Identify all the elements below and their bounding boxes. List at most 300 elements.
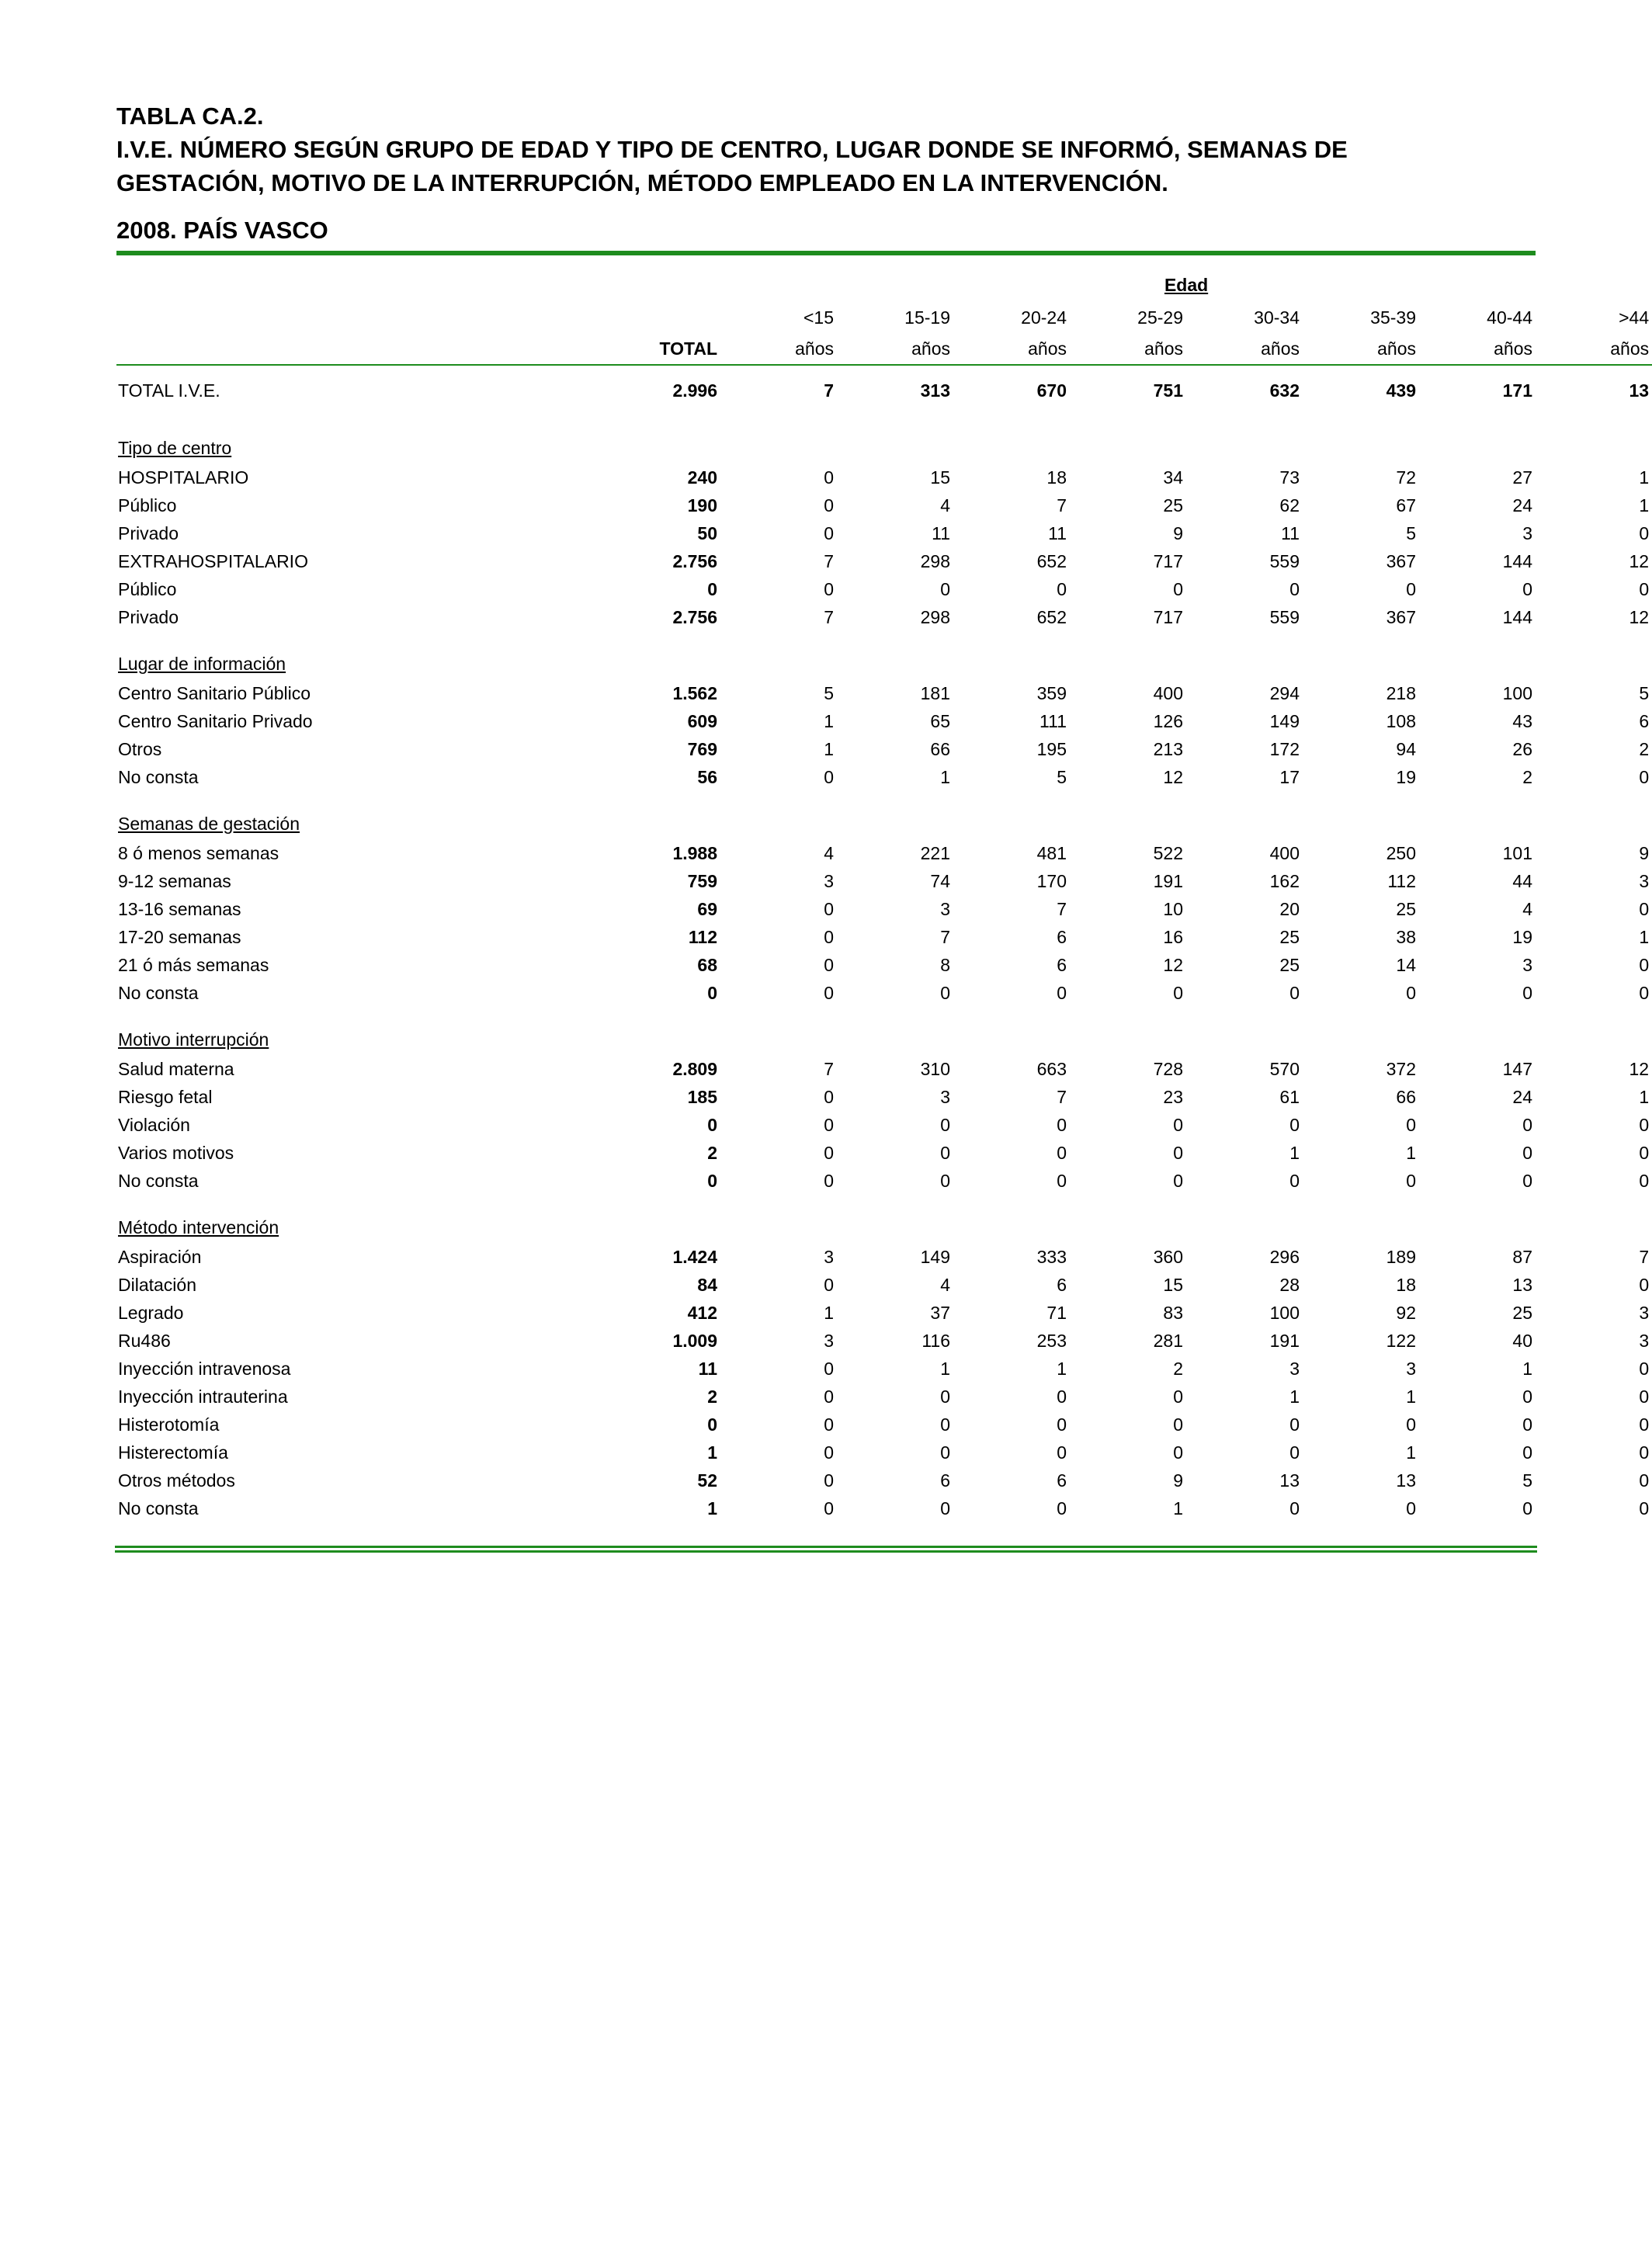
cell: 9: [1173, 1470, 1183, 1491]
cell: 0: [1406, 579, 1416, 599]
cell: 12: [1163, 767, 1183, 787]
cell: 25: [1279, 927, 1300, 947]
cell: 1: [1289, 1143, 1300, 1163]
cell: 0: [1639, 1387, 1650, 1407]
cell: 0: [1639, 1442, 1650, 1463]
cell: 116: [921, 1331, 950, 1351]
cell: 0: [1173, 983, 1183, 1003]
cell: 24: [1512, 1087, 1532, 1107]
cell: 7: [1057, 899, 1067, 919]
cell: 0: [1639, 1143, 1650, 1163]
age-range-header: <15: [803, 307, 834, 328]
cell: 0: [1406, 1171, 1416, 1191]
table-row: [116, 679, 1652, 707]
table-row: [116, 839, 1652, 867]
cell: 1: [824, 1303, 834, 1323]
cell: 144: [1502, 607, 1532, 627]
section-spacer: [116, 415, 1652, 432]
section-title: Motivo interrupción: [118, 1029, 269, 1050]
row-label: Privado: [118, 523, 179, 543]
cell: 250: [1386, 843, 1416, 863]
cell: 1: [824, 711, 834, 731]
cell: 1: [1406, 1387, 1416, 1407]
section-header-row: [116, 1212, 1652, 1243]
row-label: Otros: [118, 739, 162, 759]
cell: 195: [1036, 739, 1067, 759]
cell: 372: [1386, 1059, 1416, 1079]
cell: 66: [1396, 1087, 1416, 1107]
row-total: 68: [697, 955, 717, 975]
row-total: 2: [707, 1387, 717, 1407]
cell: 570: [1269, 1059, 1300, 1079]
cell: 0: [824, 467, 834, 488]
table-row: [116, 1299, 1652, 1327]
cell: 218: [1386, 683, 1416, 703]
row-total: 2: [707, 1143, 717, 1163]
row-total: 50: [697, 523, 717, 543]
row-label: Inyección intrauterina: [118, 1387, 288, 1407]
cell: 5: [824, 683, 834, 703]
cell: 3: [1522, 523, 1532, 543]
cell: 5: [1522, 1470, 1532, 1491]
row-total: 2.756: [672, 607, 717, 627]
cell: 12: [1163, 955, 1183, 975]
cell: 5: [1639, 683, 1650, 703]
cell: 298: [920, 551, 950, 571]
section-title: Lugar de información: [118, 654, 286, 674]
cell: 0: [1639, 1414, 1650, 1435]
cell: 0: [940, 1387, 950, 1407]
table-row: [116, 1055, 1652, 1083]
cell: 559: [1269, 607, 1300, 627]
row-label: Centro Sanitario Público: [118, 683, 311, 703]
section-header-row: [116, 648, 1652, 679]
cell: 112: [1387, 871, 1416, 891]
row-total: 84: [697, 1275, 717, 1295]
cell: 6: [1057, 1470, 1067, 1491]
row-total: 1.009: [672, 1331, 717, 1351]
cell: 0: [1639, 1498, 1650, 1518]
cell: 92: [1396, 1303, 1416, 1323]
document-header: [116, 99, 1536, 246]
section-title: Semanas de gestación: [118, 814, 300, 834]
cell: 0: [1057, 1387, 1067, 1407]
cell: 10: [1163, 899, 1183, 919]
cell: 13: [1279, 1470, 1300, 1491]
cell: 360: [1153, 1247, 1183, 1267]
age-range-header: 25-29: [1137, 307, 1183, 328]
cell: 19: [1396, 767, 1416, 787]
cell: 144: [1502, 551, 1532, 571]
cell: 170: [1036, 871, 1067, 891]
cell: 0: [940, 1442, 950, 1463]
cell: 74: [930, 871, 950, 891]
cell: 27: [1512, 467, 1532, 488]
row-label: 13-16 semanas: [118, 899, 241, 919]
row-total: 412: [687, 1303, 717, 1323]
cell: 0: [1522, 1414, 1532, 1435]
cell: 9: [1639, 843, 1650, 863]
row-total: 609: [687, 711, 717, 731]
row-total: 759: [687, 871, 717, 891]
age-unit-header: años: [1419, 333, 1536, 365]
cell: 400: [1153, 683, 1183, 703]
table-row: [116, 951, 1652, 979]
age-unit-header: años: [1536, 333, 1652, 365]
cell: 3: [1522, 955, 1532, 975]
cell: 0: [1639, 579, 1650, 599]
section-spacer: [116, 791, 1652, 808]
cell: 1: [1406, 1143, 1416, 1163]
cell: 0: [1289, 1498, 1300, 1518]
cell: 7: [940, 927, 950, 947]
cell: 7: [824, 380, 834, 401]
row-label: Inyección intravenosa: [118, 1359, 291, 1379]
cell: 38: [1396, 927, 1416, 947]
table-row: [116, 491, 1652, 519]
section-title: Método intervención: [118, 1217, 279, 1237]
age-range-header: >44: [1619, 307, 1650, 328]
table-row: [116, 923, 1652, 951]
cell: 281: [1153, 1331, 1183, 1351]
cell: 0: [824, 1143, 834, 1163]
cell: 0: [1406, 1498, 1416, 1518]
cell: 1: [1639, 927, 1650, 947]
row-label: Centro Sanitario Privado: [118, 711, 313, 731]
cell: 0: [1057, 1143, 1067, 1163]
cell: 221: [920, 843, 950, 863]
table-row: [116, 867, 1652, 895]
cell: 87: [1512, 1247, 1532, 1267]
row-total: 56: [697, 767, 717, 787]
cell: 0: [1289, 1115, 1300, 1135]
section-header-row: [116, 1024, 1652, 1055]
subtitle: 2008. PAÍS VASCO: [116, 217, 328, 244]
cell: 6: [1057, 955, 1067, 975]
cell: 0: [1406, 983, 1416, 1003]
cell: 0: [1522, 1171, 1532, 1191]
cell: 481: [1036, 843, 1067, 863]
age-unit-header: años: [720, 333, 837, 365]
cell: 1: [1173, 1498, 1183, 1518]
cell: 18: [1396, 1275, 1416, 1295]
cell: 6: [1057, 927, 1067, 947]
cell: 0: [1522, 1143, 1532, 1163]
cell: 0: [1639, 1470, 1650, 1491]
cell: 0: [824, 1275, 834, 1295]
cell: 147: [1502, 1059, 1532, 1079]
cell: 172: [1269, 739, 1300, 759]
cell: 728: [1153, 1059, 1183, 1079]
cell: 19: [1512, 927, 1532, 947]
title-line-2: GESTACIÓN, MOTIVO DE LA INTERRUPCIÓN, MÉTODO EMPLEADO EN LA INTERVENCIÓN.: [116, 169, 1168, 196]
age-range-header: 20-24: [1021, 307, 1067, 328]
cell: 2: [1522, 767, 1532, 787]
cell: 333: [1036, 1247, 1067, 1267]
cell: 100: [1269, 1303, 1300, 1323]
row-total: 52: [697, 1470, 717, 1491]
cell: 0: [1289, 1171, 1300, 1191]
cell: 24: [1512, 495, 1532, 515]
cell: 26: [1512, 739, 1532, 759]
cell: 559: [1269, 551, 1300, 571]
cell: 0: [1639, 983, 1650, 1003]
cell: 0: [1522, 1442, 1532, 1463]
table-row: [116, 735, 1652, 763]
cell: 66: [930, 739, 950, 759]
row-label: Salud materna: [118, 1059, 234, 1079]
row-label: Histerectomía: [118, 1442, 228, 1463]
cell: 23: [1163, 1087, 1183, 1107]
cell: 0: [1289, 1414, 1300, 1435]
cell: 126: [1153, 711, 1183, 731]
cell: 0: [824, 927, 834, 947]
total-row: [116, 365, 1652, 415]
cell: 1: [1639, 1087, 1650, 1107]
row-label: No consta: [118, 983, 199, 1003]
row-label: No consta: [118, 1171, 199, 1191]
age-unit-header: años: [1186, 333, 1303, 365]
table-row: [116, 1111, 1652, 1139]
cell: 0: [824, 1115, 834, 1135]
cell: 0: [1173, 1442, 1183, 1463]
row-total: 2.809: [672, 1059, 717, 1079]
table-row: [116, 707, 1652, 735]
cell: 149: [920, 1247, 950, 1267]
cell: 7: [1057, 1087, 1067, 1107]
cell: 3: [1406, 1359, 1416, 1379]
row-total: 0: [707, 579, 717, 599]
cell: 149: [1269, 711, 1300, 731]
cell: 100: [1502, 683, 1532, 703]
cell: 65: [930, 711, 950, 731]
cell: 0: [1522, 1498, 1532, 1518]
cell: 0: [824, 495, 834, 515]
cell: 73: [1279, 467, 1300, 488]
cell: 34: [1163, 467, 1183, 488]
cell: 0: [824, 523, 834, 543]
cell: 16: [1163, 927, 1183, 947]
cell: 294: [1269, 683, 1300, 703]
cell: 717: [1153, 607, 1183, 627]
row-total: 0: [707, 983, 717, 1003]
table-row: [116, 1327, 1652, 1355]
cell: 0: [1057, 1171, 1067, 1191]
cell: 0: [1057, 1498, 1067, 1518]
cell: 0: [940, 579, 950, 599]
cell: 3: [824, 1331, 834, 1351]
cell: 1: [1289, 1387, 1300, 1407]
row-label: Ru486: [118, 1331, 171, 1351]
cell: 0: [824, 955, 834, 975]
row-label: Legrado: [118, 1303, 184, 1323]
cell: 0: [1057, 1442, 1067, 1463]
cell: 1: [824, 739, 834, 759]
row-total: 1.562: [672, 683, 717, 703]
cell: 181: [920, 683, 950, 703]
cell: 359: [1036, 683, 1067, 703]
row-label: Aspiración: [118, 1247, 202, 1267]
cell: 14: [1396, 955, 1416, 975]
row-label: Varios motivos: [118, 1143, 234, 1163]
table-row: [116, 463, 1652, 491]
row-label: Público: [118, 495, 177, 515]
row-label: Histerotomía: [118, 1414, 220, 1435]
cell: 12: [1629, 551, 1650, 571]
cell: 4: [940, 495, 950, 515]
table-row: [116, 1243, 1652, 1271]
cell: 5: [1057, 767, 1067, 787]
cell: 15: [930, 467, 950, 488]
cell: 0: [940, 983, 950, 1003]
cell: 0: [824, 579, 834, 599]
section-title: Tipo de centro: [118, 438, 232, 458]
row-total: 769: [687, 739, 717, 759]
cell: 7: [824, 551, 834, 571]
table-row: [116, 979, 1652, 1007]
cell: 0: [1057, 1414, 1067, 1435]
cell: 13: [1512, 1275, 1532, 1295]
row-total: 1: [707, 1498, 717, 1518]
cell: 71: [1046, 1303, 1067, 1323]
cell: 0: [824, 1171, 834, 1191]
cell: 2: [1173, 1359, 1183, 1379]
cell: 0: [1639, 1275, 1650, 1295]
cell: 62: [1279, 495, 1300, 515]
table-id: TABLA CA.2.: [116, 102, 264, 130]
cell: 7: [824, 607, 834, 627]
cell: 7: [1057, 495, 1067, 515]
cell: 0: [1289, 1442, 1300, 1463]
cell: 0: [1522, 1387, 1532, 1407]
cell: 1: [1057, 1359, 1067, 1379]
cell: 20: [1279, 899, 1300, 919]
cell: 0: [824, 1387, 834, 1407]
cell: 253: [1036, 1331, 1067, 1351]
cell: 94: [1396, 739, 1416, 759]
cell: 6: [1639, 711, 1650, 731]
cell: 3: [1639, 871, 1650, 891]
cell: 751: [1153, 380, 1183, 401]
cell: 11: [1281, 523, 1300, 543]
cell: 25: [1279, 955, 1300, 975]
cell: 0: [1289, 983, 1300, 1003]
cell: 13: [1629, 380, 1650, 401]
cell: 162: [1269, 871, 1300, 891]
cell: 8: [940, 955, 950, 975]
table-row: [116, 603, 1652, 631]
cell: 25: [1163, 495, 1183, 515]
cell: 0: [940, 1414, 950, 1435]
table-row: [116, 1494, 1652, 1522]
cell: 0: [1057, 579, 1067, 599]
cell: 11: [932, 523, 950, 543]
table-row: [116, 1167, 1652, 1195]
cell: 367: [1386, 607, 1416, 627]
cell: 37: [930, 1303, 950, 1323]
cell: 0: [1522, 1115, 1532, 1135]
table-row: [116, 1355, 1652, 1383]
cell: 0: [1173, 1115, 1183, 1135]
cell: 1: [940, 1359, 950, 1379]
table-row: [116, 1466, 1652, 1494]
cell: 5: [1406, 523, 1416, 543]
cell: 0: [1406, 1115, 1416, 1135]
cell: 663: [1036, 1059, 1067, 1079]
cell: 0: [1522, 983, 1532, 1003]
title-line-1: I.V.E. NÚMERO SEGÚN GRUPO DE EDAD Y TIPO DE CENTRO, LUGAR DONDE SE INFORMÓ, SEMANAS DE: [116, 136, 1348, 163]
cell: 2: [1639, 739, 1650, 759]
cell: 0: [1289, 579, 1300, 599]
row-label: 21 ó más semanas: [118, 955, 269, 975]
row-label: Dilatación: [118, 1275, 196, 1295]
table-row: [116, 1383, 1652, 1411]
row-label: EXTRAHOSPITALARIO: [118, 551, 308, 571]
cell: 0: [940, 1143, 950, 1163]
row-total: 190: [687, 495, 717, 515]
cell: 400: [1269, 843, 1300, 863]
cell: 7: [824, 1059, 834, 1079]
cell: 43: [1512, 711, 1532, 731]
cell: 0: [824, 1359, 834, 1379]
cell: 0: [824, 1087, 834, 1107]
cell: 191: [1269, 1331, 1300, 1351]
cell: 296: [1269, 1247, 1300, 1267]
cell: 1: [1406, 1442, 1416, 1463]
cell: 28: [1279, 1275, 1300, 1295]
cell: 3: [824, 1247, 834, 1267]
row-label: Público: [118, 579, 177, 599]
cell: 0: [1639, 899, 1650, 919]
cell: 0: [824, 767, 834, 787]
cell: 83: [1163, 1303, 1183, 1323]
cell: 313: [920, 380, 950, 401]
table-row: [116, 1439, 1652, 1466]
age-unit-header: años: [953, 333, 1070, 365]
section-header-row: [116, 432, 1652, 463]
age-range-header: 15-19: [904, 307, 950, 328]
row-label: Violación: [118, 1115, 190, 1135]
cell: 171: [1502, 380, 1532, 401]
row-label: No consta: [118, 1498, 199, 1518]
row-total: 1.424: [672, 1247, 717, 1267]
cell: 25: [1396, 899, 1416, 919]
cell: 0: [1639, 955, 1650, 975]
row-total: 112: [688, 927, 717, 947]
row-label: 17-20 semanas: [118, 927, 241, 947]
cell: 310: [920, 1059, 950, 1079]
cell: 670: [1036, 380, 1067, 401]
cell: 17: [1279, 767, 1300, 787]
cell: 3: [940, 899, 950, 919]
cell: 0: [1057, 983, 1067, 1003]
section-spacer: [116, 1007, 1652, 1024]
row-label: No consta: [118, 767, 199, 787]
row-label: Riesgo fetal: [118, 1087, 213, 1107]
table-row: [116, 1271, 1652, 1299]
cell: 632: [1269, 380, 1300, 401]
cell: 0: [940, 1115, 950, 1135]
cell: 439: [1386, 380, 1416, 401]
cell: 652: [1036, 607, 1067, 627]
cell: 0: [824, 1414, 834, 1435]
table-row: [116, 895, 1652, 923]
cell: 3: [940, 1087, 950, 1107]
row-label: HOSPITALARIO: [118, 467, 249, 488]
cell: 15: [1163, 1275, 1183, 1295]
cell: 40: [1512, 1331, 1532, 1351]
age-range-header: 35-39: [1370, 307, 1416, 328]
